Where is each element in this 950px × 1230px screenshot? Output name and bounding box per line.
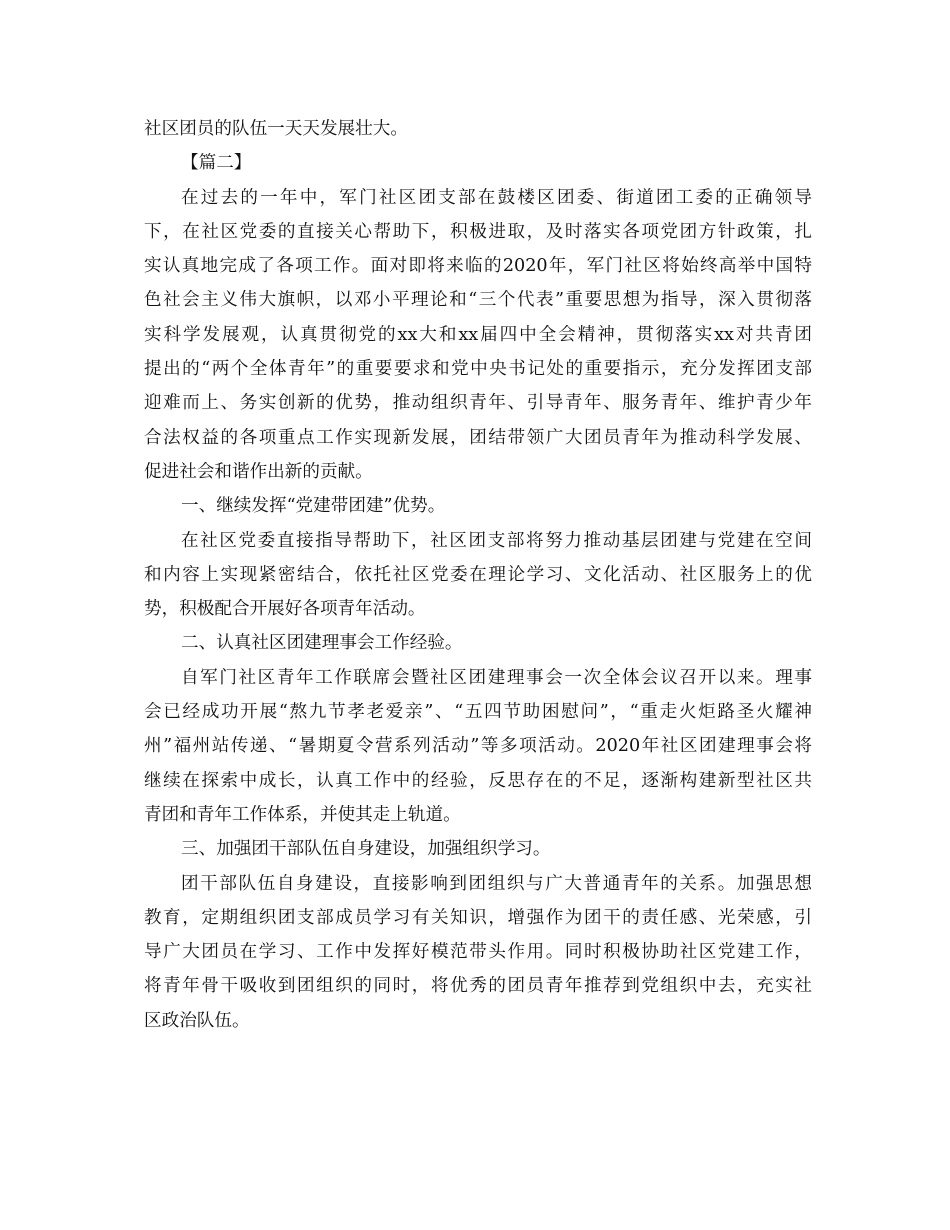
text-line: 提出的“两个全体青年”的重要要求和党中央书记处的重要指示，充分发挥团支部 bbox=[144, 359, 812, 380]
text-line: 教育，定期组织团支部成员学习有关知识，增强作为团干的责任感、光荣感，引 bbox=[144, 907, 812, 928]
text-line: 将青年骨干吸收到团组织的同时，将优秀的团员青年推荐到党组织中去，充实社 bbox=[144, 976, 812, 997]
document-body bbox=[144, 112, 812, 1038]
section-heading-2 bbox=[144, 626, 812, 660]
text-line: 在过去的一年中，军门社区团支部在鼓楼区团委、街道团工委的正确领导 bbox=[181, 187, 812, 208]
text-line: 继续在探索中成长，认真工作中的经验，反思存在的不足，逐渐构建新型社区共 bbox=[144, 770, 812, 791]
text-line: 下，在社区党委的直接关心帮助下，积极进取，及时落实各项党团方针政策，扎 bbox=[144, 221, 812, 242]
paragraph-continuation bbox=[144, 112, 812, 146]
text-line: 州”福州站传递、“暑期夏令营系列活动”等多项活动。2020年社区团建理事会将 bbox=[144, 736, 812, 757]
text-line: 二、认真社区团建理事会工作经验。 bbox=[181, 633, 463, 654]
paragraph-intro bbox=[144, 181, 812, 490]
paragraph-section-2 bbox=[144, 661, 812, 832]
text-line: 一、继续发挥“党建带团建”优势。 bbox=[181, 496, 446, 517]
text-line: 实科学发展观，认真贯彻党的xx大和xx届四中全会精神，贯彻落实xx对共青团 bbox=[144, 324, 812, 345]
text-line: 势，积极配合开展好各项青年活动。 bbox=[144, 599, 426, 620]
paragraph-section-3 bbox=[144, 867, 812, 1038]
text-line: 自军门社区青年工作联席会暨社区团建理事会一次全体会议召开以来。理事 bbox=[181, 667, 812, 688]
section-heading-1 bbox=[144, 489, 812, 523]
paragraph-section-1 bbox=[144, 524, 812, 627]
text-line: 和内容上实现紧密结合，依托社区党委在理论学习、文化活动、社区服务上的优 bbox=[144, 564, 812, 585]
text-line: 实认真地完成了各项工作。面对即将来临的2020年，军门社区将始终高举中国特 bbox=[144, 256, 812, 277]
section-heading-3 bbox=[144, 832, 812, 866]
text-line: 【篇二】 bbox=[181, 153, 252, 174]
text-line: 合法权益的各项重点工作实现新发展，团结带领广大团员青年为推动科学发展、 bbox=[144, 427, 812, 448]
text-line: 促进社会和谐作出新的贡献。 bbox=[144, 461, 373, 482]
text-line: 会已经成功开展“熬九节孝老爱亲”、“五四节助困慰问”，“重走火炬路圣火耀神 bbox=[144, 702, 812, 723]
text-line: 三、加强团干部队伍自身建设，加强组织学习。 bbox=[181, 839, 551, 860]
text-line: 团干部队伍自身建设，直接影响到团组织与广大普通青年的关系。加强思想 bbox=[181, 873, 812, 894]
text-line: 区政治队伍。 bbox=[144, 1010, 250, 1031]
text-line: 色社会主义伟大旗帜，以邓小平理论和“三个代表”重要思想为指导，深入贯彻落 bbox=[144, 290, 812, 311]
text-line: 青团和青年工作体系，并使其走上轨道。 bbox=[144, 804, 461, 825]
text-line: 迎难而上、务实创新的优势，推动组织青年、引导青年、服务青年、维护青少年 bbox=[144, 393, 812, 414]
text-line: 导广大团员在学习、工作中发挥好模范带头作用。同时积极协助社区党建工作， bbox=[144, 942, 812, 963]
text-line: 社区团员的队伍一天天发展壮大。 bbox=[144, 119, 408, 139]
text-line: 在社区党委直接指导帮助下，社区团支部将努力推动基层团建与党建在空间 bbox=[181, 530, 812, 551]
section-label-pian-er bbox=[144, 146, 812, 180]
